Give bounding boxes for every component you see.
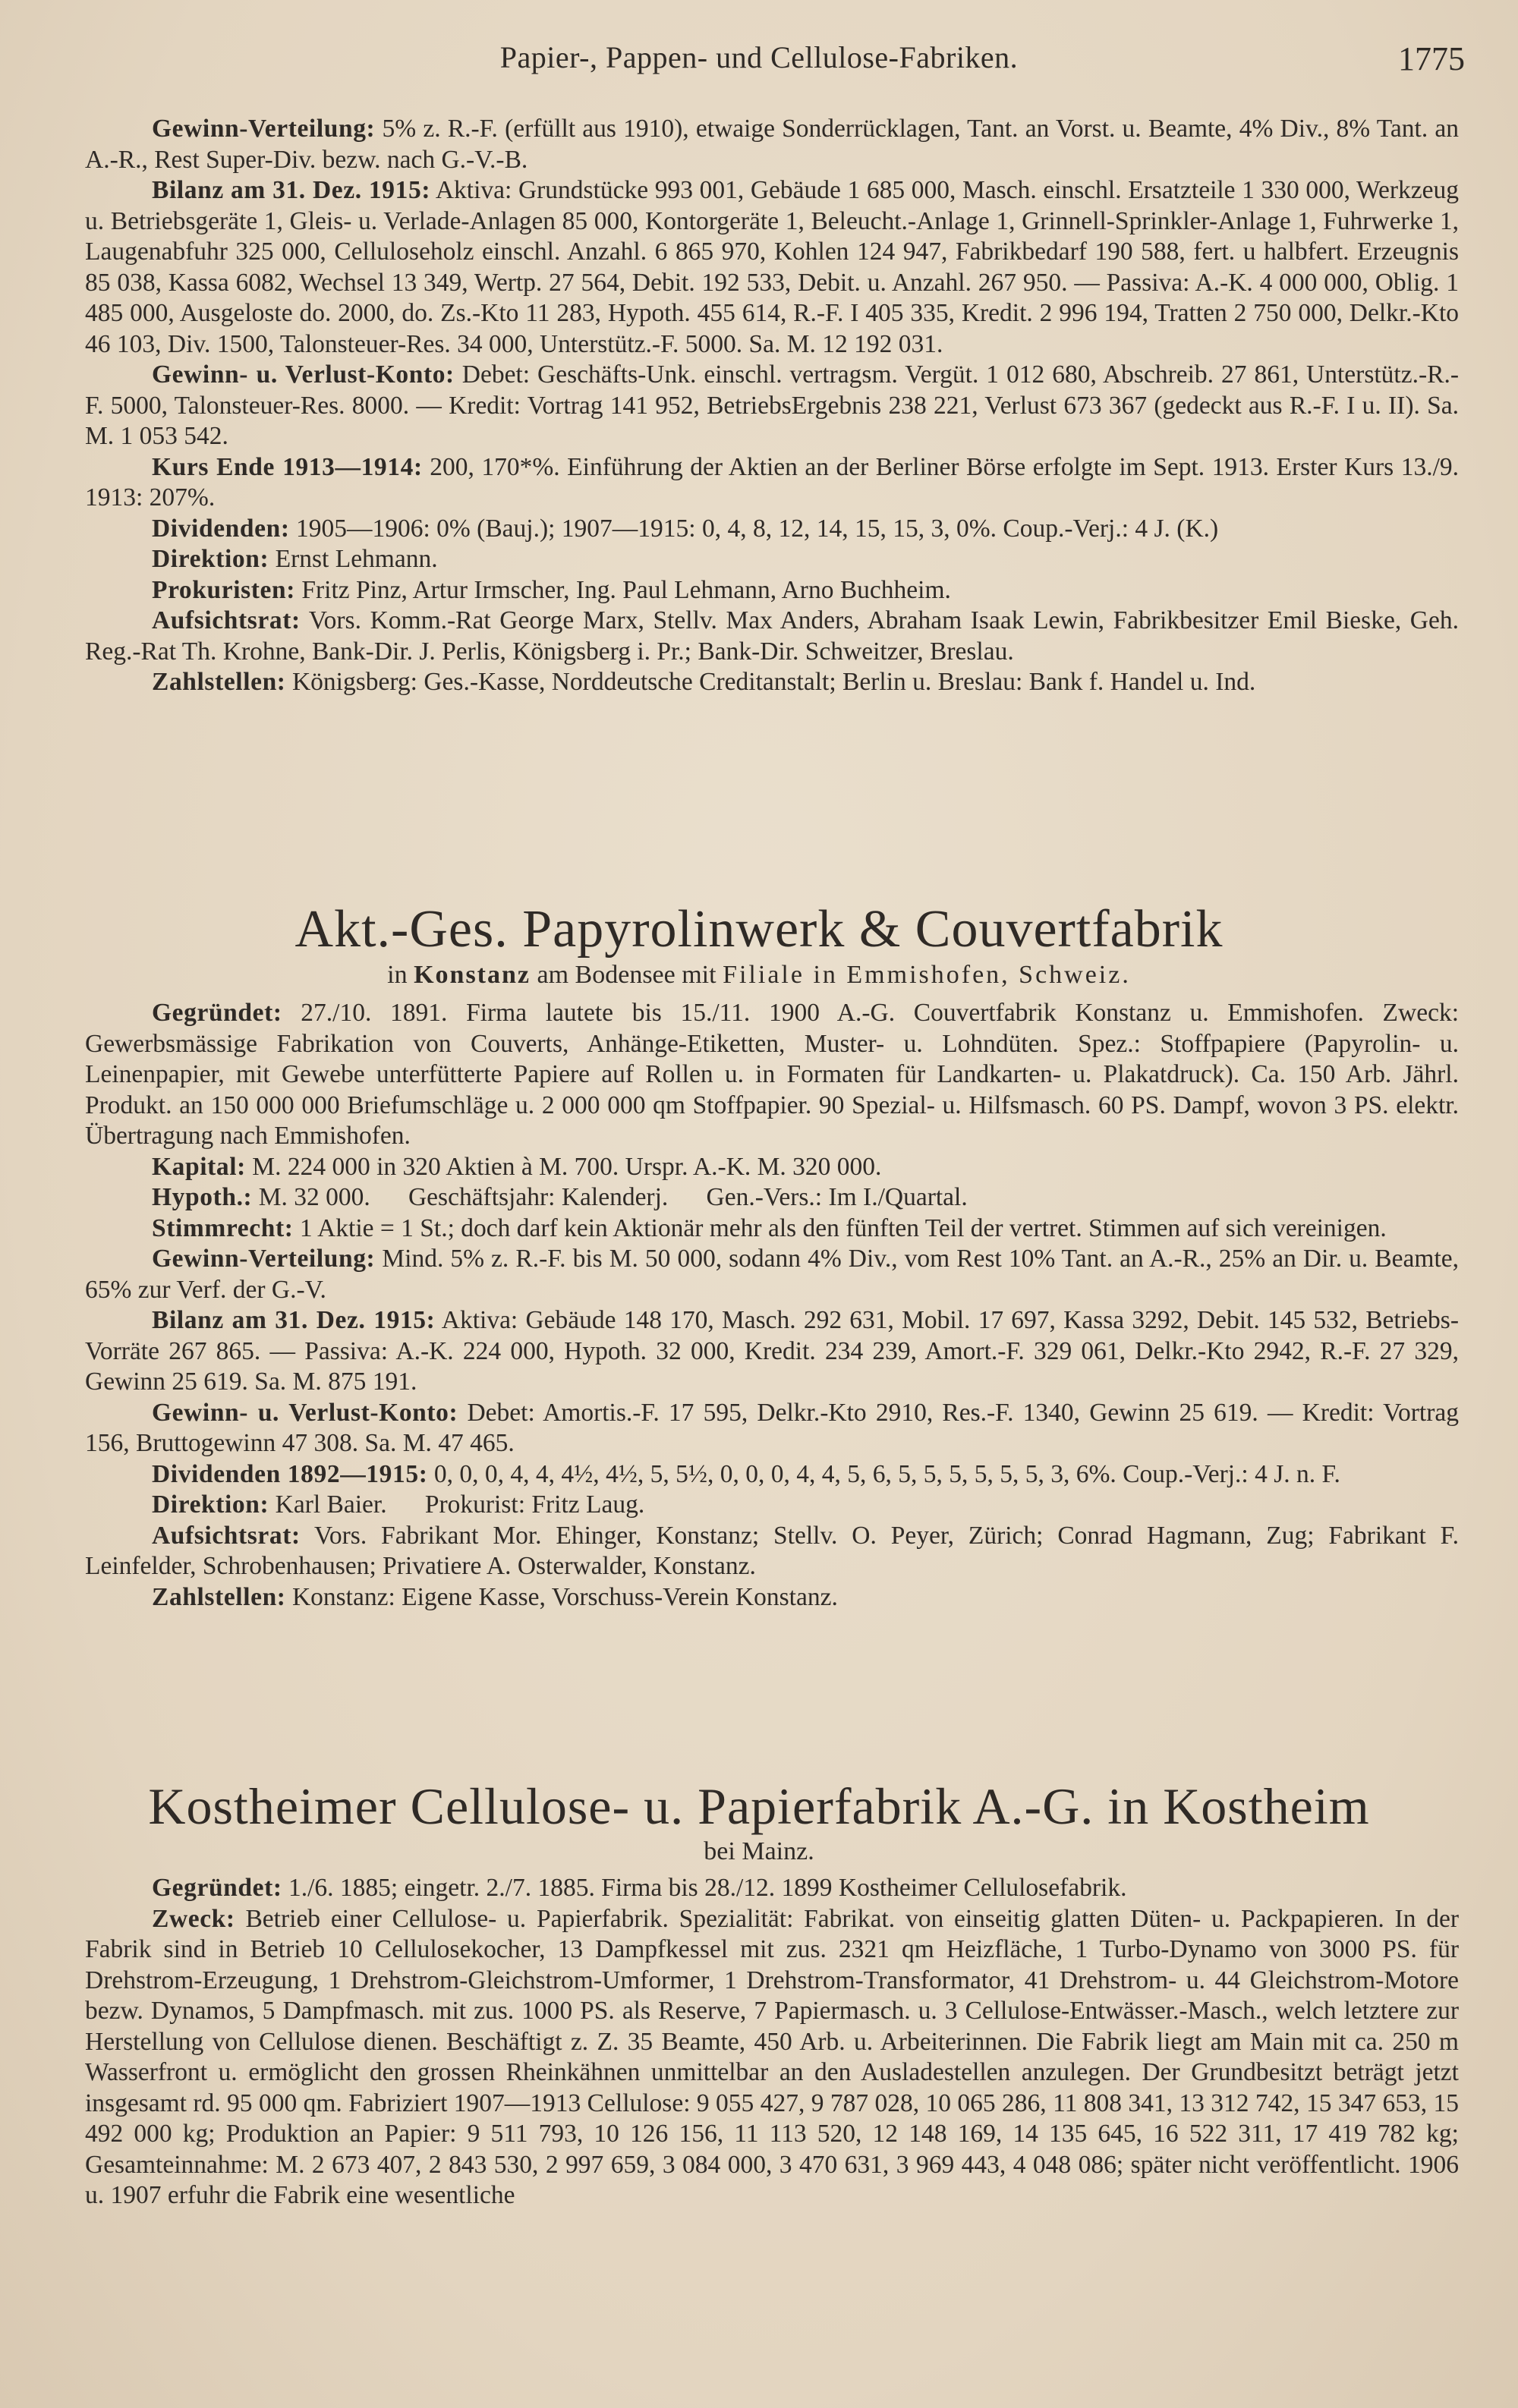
company-subheading: bei Mainz. xyxy=(704,1837,814,1865)
running-title: Papier-, Pappen- und Cellulose-Fabriken. xyxy=(499,40,1019,74)
entry-paragraph: Gewinn- u. Verlust-Konto: Debet: Amortis.-F. 17 595, Delkr.-Kto 2910, Res.-F. 1340, Gewinn 25 619. — Kredit: Vortrag 156, Bruttogewinn 47 308. Sa. M. 47 465. xyxy=(85,1398,1459,1457)
company-heading: Akt.-Ges. Papyrolinwerk & Couvertfabrik xyxy=(294,900,1224,958)
entry-paragraph: Kapital: M. 224 000 in 320 Aktien à M. 700. Urspr. A.-K. M. 320 000. xyxy=(152,1152,882,1181)
entry-paragraph: Gegründet: 27./10. 1891. Firma lautete bis 15./11. 1900 A.-G. Couvertfabrik Konstanz u. Emmishofen. Zweck: Gewerbsmässige Fabrikation von Couverts, Anhänge-Etiketten, Muster- u. Lohndüten. Spez.: Stoffpapiere (Papyrolin- u. Leinenpapier, mit Gewebe unterfütterte Papiere auf Rollen u. in Formaten für Landkarten- u. Plakatdruck). Ca. 150 Arb. Jährl. Produkt. an 150 000 000 Briefumschläge u. 2 000 000 qm Stoffpapier. 90 Spezial- u. Hilfsmasch. 60 PS. Dampf, wovon 3 PS. elektr. Übertragung nach Emmishofen. xyxy=(85,999,1459,1150)
entry-paragraph: Bilanz am 31. Dez. 1915: Aktiva: Gebäude 148 170, Masch. 292 631, Mobil. 17 697, Kassa 3292, Debit. 145 532, Betriebs-Vorräte 267 865. — Passiva: A.-K. 224 000, Hypoth. 32 000, Kredit. 234 239, Amort.-F. 329 061, Delkr.-Kto 2942, R.-F. 27 329, Gewinn 25 619. Sa. M. 875 191. xyxy=(85,1306,1459,1396)
entry-paragraph: Dividenden 1892—1915: 0, 0, 0, 4, 4, 4½, 4½, 5, 5½, 0, 0, 0, 4, 4, 5, 6, 5, 5, 5, 5, 5, 5, 3, 6%. Coup.-Verj.: 4 J. n. F. xyxy=(152,1459,1340,1488)
page-header xyxy=(0,39,1518,85)
entry-paragraph: Kurs Ende 1913—1914: 200, 170*%. Einführung der Aktien an der Berliner Börse erfolgte im Sept. 1913. Erster Kurs 13./9. 1913: 207%. xyxy=(85,452,1459,512)
entry-paragraph: Prokuristen: Fritz Pinz, Artur Irmscher, Ing. Paul Lehmann, Arno Buchheim. xyxy=(152,575,951,604)
company-section-papyrolinwerk xyxy=(85,998,1459,1613)
entry-paragraph: Zahlstellen: Königsberg: Ges.-Kasse, Norddeutsche Creditanstalt; Berlin u. Breslau: Bank f. Handel u. Ind. xyxy=(152,668,1256,696)
entry-paragraph: Gewinn-Verteilung: Mind. 5% z. R.-F. bis M. 50 000, sodann 4% Div., vom Rest 10% Tant. an A.-R., 25% an Dir. u. Beamte, 65% zur Verf. der G.-V. xyxy=(85,1245,1459,1304)
company-subheading: in Konstanz am Bodensee mit Filiale in Emmishofen, Schweiz. xyxy=(387,961,1131,989)
entry-paragraph: Zweck: Betrieb einer Cellulose- u. Papierfabrik. Spezialität: Fabrikat. von einseitig glatten Düten- u. Packpapieren. In der Fabrik sind in Betrieb 10 Cellulosekocher, 13 Dampfkessel mit zus. 2321 qm Heizfläche, 1 Turbo-Dynamo von 3000 PS. für Drehstrom-Erzeugung, 1 Drehstrom-Gleichstrom-Umformer, 1 Drehstrom-Transformator, 41 Drehstrom- u. 44 Gleichstrom-Motore bezw. Dynamos, 5 Dampfmasch. mit zus. 1000 PS. als Reserve, 7 Papiermasch. u. 3 Cellulose-Entwässer.-Masch., welch letztere zur Herstellung von Cellulose dienen. Beschäftigt z. Z. 35 Beamte, 450 Arb. u. Arbeiterinnen. Die Fabrik liegt am Main mit ca. 250 m Wasserfront u. ermöglicht den grossen Rheinkähnen unmittelbar an den Ausladestellen anzulegen. Der Grundbesitzt beträgt jetzt insgesamt rd. 95 000 qm. Fabriziert 1907—1913 Cellulose: 9 055 427, 9 787 028, 10 065 286, 11 808 341, 13 312 742, 15 347 653, 15 492 000 kg; Produktion an Papier: 9 511 793, 10 126 156, 11 113 520, 12 148 169, 14 135 645, 16 522 311, 17 419 782 kg; Gesamteinnahme: M. 2 673 407, 2 843 530, 2 997 659, 3 084 000, 3 470 631, 3 969 443, 4 048 086; später nicht veröffentlicht. 1906 u. 1907 erfuhr die Fabrik eine wesentliche xyxy=(85,1904,1459,2209)
entry-paragraph: Direktion: Ernst Lehmann. xyxy=(152,545,438,573)
entry-paragraph: Stimmrecht: 1 Aktie = 1 St.; doch darf kein Aktionär mehr als den fünften Teil der vertret. Stimmen auf sich vereinigen. xyxy=(152,1213,1387,1242)
entry-paragraph: Aufsichtsrat: Vors. Komm.-Rat George Marx, Stellv. Max Anders, Abraham Isaak Lewin, Fabrikbesitzer Emil Bieske, Geh. Reg.-Rat Th. Krohne, Bank-Dir. J. Perlis, Königsberg i. Pr.; Bank-Dir. Schweitzer, Breslau. xyxy=(85,606,1459,666)
previous-company-section xyxy=(85,114,1459,698)
entry-paragraph: Zahlstellen: Konstanz: Eigene Kasse, Vorschuss-Verein Konstanz. xyxy=(152,1582,838,1611)
entry-paragraph: Gewinn-Verteilung: 5% z. R.-F. (erfüllt aus 1910), etwaige Sonderrücklagen, Tant. an Vorst. u. Beamte, 4% Div., 8% Tant. an A.-R., Rest Super-Div. bezw. nach G.-V.-B. xyxy=(85,115,1459,174)
company-section-kostheimer xyxy=(85,1873,1459,2211)
entry-paragraph: Gegründet: 1./6. 1885; eingetr. 2./7. 1885. Firma bis 28./12. 1899 Kostheimer Cellulosefabrik. xyxy=(152,1874,1127,1902)
entry-paragraph: Direktion: Karl Baier. Prokurist: Fritz Laug. xyxy=(152,1490,645,1519)
entry-paragraph: Dividenden: 1905—1906: 0% (Bauj.); 1907—1915: 0, 4, 8, 12, 14, 15, 15, 3, 0%. Coup.-Verj.: 4 J. (K.) xyxy=(152,514,1219,543)
entry-paragraph: Bilanz am 31. Dez. 1915: Aktiva: Grundstücke 993 001, Gebäude 1 685 000, Masch. einschl. Ersatzteile 1 330 000, Werkzeug u. Betriebsgeräte 1, Gleis- u. Verlade-Anlagen 85 000, Kontorgeräte 1, Beleucht.-Anlage 1, Grinnell-Sprinkler-Anlage 1, Fuhrwerke 1, Laugenabfuhr 325 000, Celluloseholz einschl. Anzahl. 6 865 970, Kohlen 124 947, Fabrikbedarf 190 588, fert. u halbfert. Erzeugnis 85 038, Kassa 6082, Wechsel 13 349, Wertp. 27 564, Debit. 192 533, Debit. u. Anzahl. 267 950. — Passiva: A.-K. 4 000 000, Oblig. 1 485 000, Ausgeloste do. 2000, do. Zs.-Kto 11 283, Hypoth. 455 614, R.-F. I 405 335, Kredit. 2 996 194, Tratten 2 750 000, Delkr.-Kto 46 103, Div. 1500, Talonsteuer-Res. 34 000, Unterstütz.-F. 5000. Sa. M. 12 192 031. xyxy=(85,176,1459,358)
entry-paragraph: Gewinn- u. Verlust-Konto: Debet: Geschäfts-Unk. einschl. vertragsm. Vergüt. 1 012 680, Abschreib. 27 861, Unterstütz.-R.-F. 5000, Talonsteuer-Res. 8000. — Kredit: Vortrag 141 952, BetriebsErgebnis 238 221, Verlust 673 367 (gedeckt aus R.-F. I u. II). Sa. M. 1 053 542. xyxy=(85,360,1459,450)
entry-paragraph: Aufsichtsrat: Vors. Fabrikant Mor. Ehinger, Konstanz; Stellv. O. Peyer, Zürich; Conrad Hagmann, Zug; Fabrikant F. Leinfelder, Schrobenhausen; Privatiere A. Osterwalder, Konstanz. xyxy=(85,1521,1459,1580)
entry-paragraph: Hypoth.: M. 32 000. Geschäftsjahr: Kalenderj. Gen.-Vers.: Im I./Quartal. xyxy=(152,1183,968,1211)
company-heading: Kostheimer Cellulose- u. Papierfabrik A.-G. in Kostheim xyxy=(148,1777,1370,1835)
page-number: 1775 xyxy=(1398,40,1465,77)
